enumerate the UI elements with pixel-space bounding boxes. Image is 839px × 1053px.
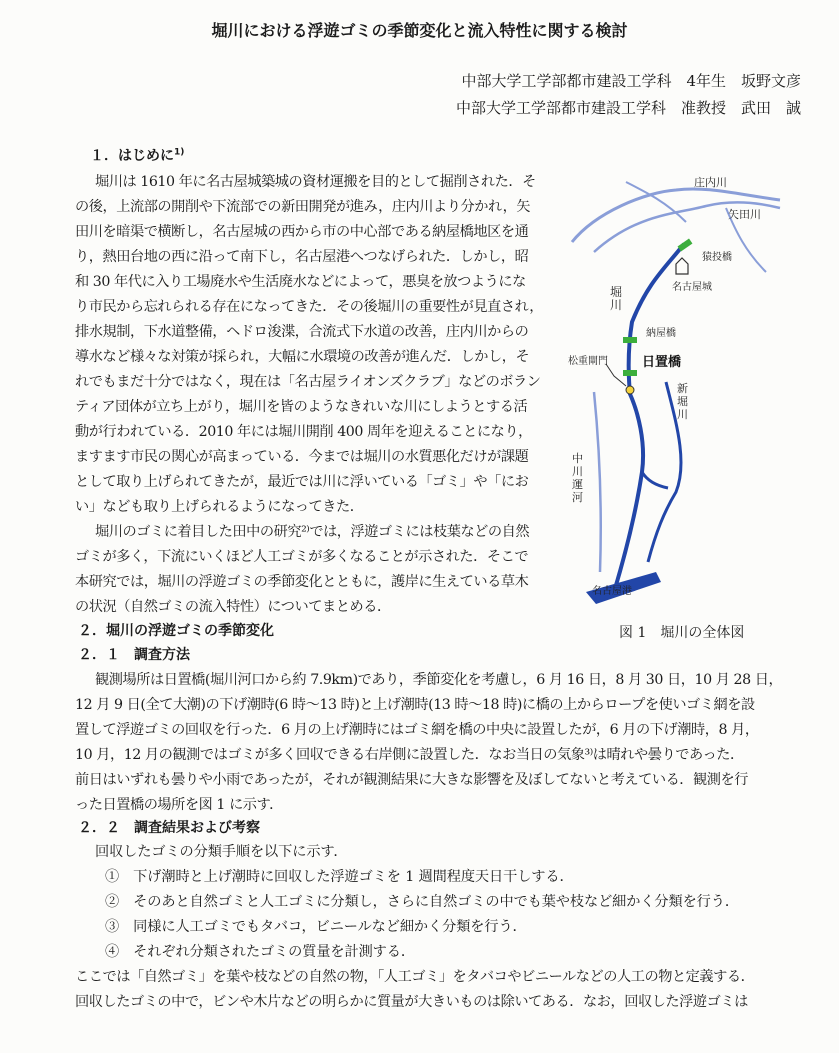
text-line: 和 30 年代に入り工場廃水や生活廃水などによって，悪臭を放つようにな <box>75 274 526 290</box>
text-line: れでもまだ十分ではなく，現在は「名古屋ライオンズクラブ」などのボラン <box>75 374 541 390</box>
label-castle: 名古屋城 <box>672 282 712 293</box>
list-item: ④ それぞれ分類されたゴミの質量を計測する． <box>105 944 415 960</box>
section-2-1-heading: ２．１ 調査方法 <box>78 647 190 663</box>
nakagawa-canal <box>594 392 601 572</box>
hiokibashi-bridge-marker <box>623 370 637 376</box>
text-line: 田川を暗渠で横断し，名古屋城の西から市の中心部である納屋橋地区を通 <box>75 224 529 240</box>
text-line: ここでは「自然ゴミ」を葉や枝などの自然の物，「人工ゴミ」をタバコやビニールなどの人工の物と定義する． <box>75 969 755 985</box>
text-line: として取り上げられてきたが，最近では川に浮いている「ゴミ」や「にお <box>75 474 529 490</box>
label-shonai: 庄内川 <box>694 176 727 189</box>
label-hiokibashi: 日置橋 <box>642 355 682 370</box>
label-sarunage: 猿投橋 <box>702 252 732 263</box>
text-line: 回収したゴミの分類手順を以下に示す． <box>95 844 348 860</box>
text-line: 動が行われている．2010 年には堀川開削 400 周年を迎えることになり， <box>75 424 532 440</box>
label-horikawa: 堀川 <box>610 285 623 312</box>
text-line: い」なども取り上げられるようになってきた． <box>75 499 364 515</box>
text-line: 回収したゴミの中で，ビンや木片などの明らかに質量が大きいものは除いてある．なお，回収した浮遊ゴミは <box>75 994 748 1010</box>
text-line: ますます市民の関心が高まっている．今までは堀川の水質悪化だけが課題 <box>75 449 529 465</box>
text-line: の状況（自然ゴミの流入特性）についてまとめる． <box>75 599 391 615</box>
branch-channel <box>642 472 668 488</box>
castle-marker <box>676 258 688 274</box>
sarunage-bridge-marker <box>678 239 693 252</box>
list-item: ① 下げ潮時と上げ潮時に回収した浮遊ゴミを 1 週間程度天日干しする． <box>105 869 574 885</box>
text-line: 前日はいずれも曇りや小雨であったが，それが観測結果に大きな影響を及ぼしてないと考えている．観測を行 <box>75 772 748 788</box>
text-line: り市民から忘れられる存在になってきた．その後堀川の重要性が見直され， <box>75 299 543 315</box>
label-nayabashi: 納屋橋 <box>646 328 676 339</box>
matsushige-gate-marker <box>626 386 634 394</box>
list-item: ③ 同様に人工ゴミでもタバコ，ビニールなど細かく分類を行う． <box>105 919 527 935</box>
list-item: ② そのあと自然ゴミと人工ゴミに分類し，さらに自然ゴミの中でも葉や枝など細かく分類を行う． <box>105 894 739 910</box>
horikawa-map-figure <box>566 172 786 612</box>
text-line: の後，上流部の開削や下流部での新田開発が進み，庄内川より分かれ，矢 <box>75 199 531 215</box>
figure-caption: 図 1 堀川の全体図 <box>619 625 745 641</box>
text-line: 導水など様々な対策が採られ，大幅に水環境の改善が進んだ．しかし，そ <box>75 349 530 365</box>
paper-title: 堀川における浮遊ゴミの季節変化と流入特性に関する検討 <box>211 21 628 40</box>
section-1-heading: １．はじめに$^{1)}$ <box>90 147 185 164</box>
tributary <box>626 182 686 222</box>
text-line: 置して浮遊ゴミの回収を行った．6 月の上げ潮時にはゴミ網を橋の中央に設置したが，6 月の下げ潮時，8 月， <box>75 722 759 738</box>
text-line: 堀川は 1610 年に名古屋城築城の資材運搬を目的として掘削された．そ <box>95 174 536 190</box>
text-line: 本研究では，堀川の浮遊ゴミの季節変化とともに，護岸に生えている草木 <box>75 574 529 590</box>
section-2-heading: ２．堀川の浮遊ゴミの季節変化 <box>78 623 274 639</box>
label-nakagawa: 中川運河 <box>572 452 583 504</box>
author-2: 中部大学工学部都市建設工学科 准教授 武田 誠 <box>455 99 801 117</box>
text-line: ゴミが多く，下流にいくほど人工ゴミが多くなることが示された．そこで <box>75 549 529 565</box>
label-shinhorikawa: 新堀川 <box>677 382 688 421</box>
text-line: 排水規制，下水道整備，ヘドロ浚渫，合流式下水道の改善，庄内川からの <box>75 324 529 340</box>
text-line: 12 月 9 日(全て大潮)の下げ潮時(6 時～13 時)と上げ潮時(13 時～18 時)に橋の上からロープを使いゴミ網を設 <box>75 697 755 713</box>
nayabashi-bridge-marker <box>623 337 637 343</box>
section-2-2-heading: ２．２ 調査結果および考察 <box>78 820 260 836</box>
reference-mark: 1) <box>174 147 185 158</box>
label-port: 名古屋港 <box>592 586 632 597</box>
label-matsushige: 松重閘門 <box>568 356 608 367</box>
text-line: 観測場所は日置橋(堀川河口から約 7.9km)であり，季節変化を考慮し，6 月 16 日，8 月 30 日，10 月 28 日， <box>95 672 783 688</box>
text-line: ティア団体が立ち上がり，堀川を皆のようなきれいな川にしようとする活 <box>75 399 528 415</box>
text-line: 10 月，12 月の観測ではゴミが多く回収できる右岸側に設置した．なお当日の気象³⁾は晴れや曇りであった． <box>75 747 744 763</box>
label-yada: 矢田川 <box>728 208 761 221</box>
author-1: 中部大学工学部都市建設工学科 4年生 坂野文彦 <box>461 72 801 90</box>
text-line: 堀川のゴミに着目した田中の研究²⁾では，浮遊ゴミには枝葉などの自然 <box>95 524 530 540</box>
text-line: り，熱田台地の西に沿って南下し，名古屋港へつなげられた．しかし，昭 <box>75 249 529 265</box>
text-line: った日置橋の場所を図 1 に示す． <box>75 797 283 813</box>
